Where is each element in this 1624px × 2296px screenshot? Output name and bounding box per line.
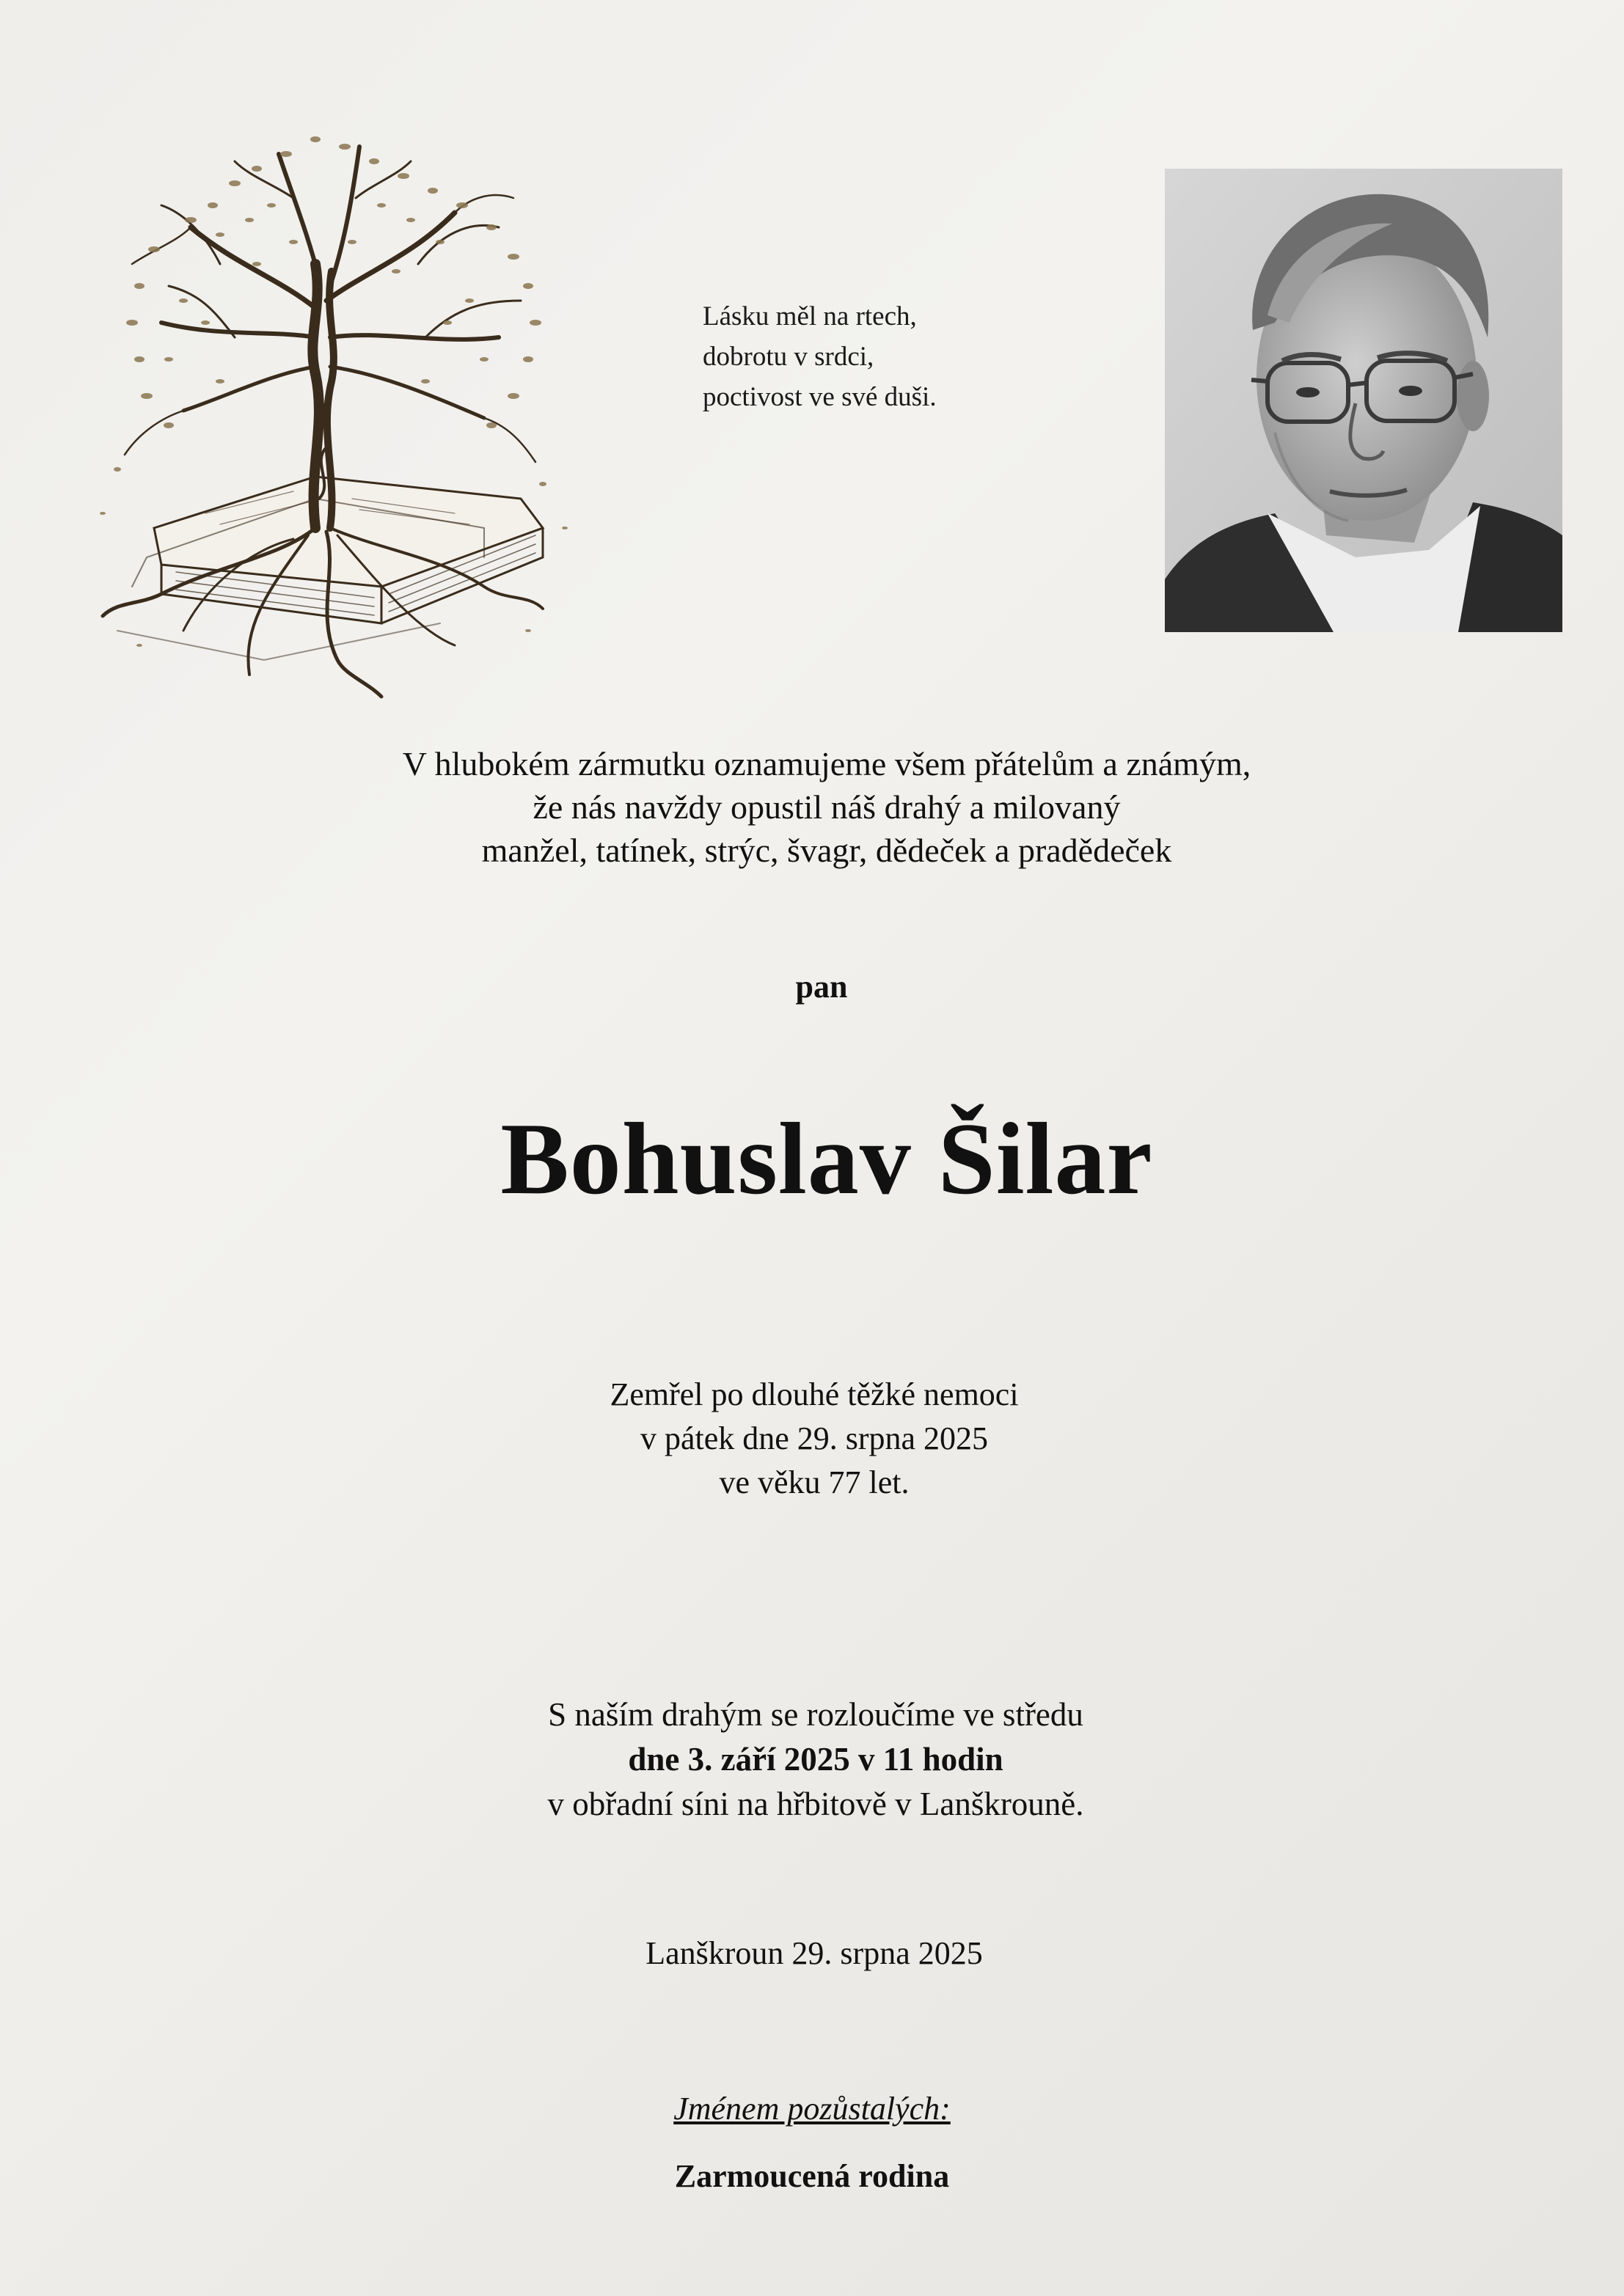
funeral-details (0, 1692, 1624, 1827)
funeral-date-time: dne 3. září 2025 v 11 hodin (628, 1741, 1003, 1778)
funeral-line-3: v obřadní síni na hřbitově v Lanškrouně. (547, 1786, 1084, 1822)
deceased-name: Bohuslav Šilar (500, 1102, 1153, 1216)
death-line-2: v pátek dne 29. srpna 2025 (640, 1420, 989, 1456)
funeral-line-1: S naším drahým se rozloučíme ve středu (548, 1696, 1083, 1733)
motto-verse (703, 296, 1069, 417)
death-line-3: ve věku 77 let. (719, 1464, 910, 1500)
signature: Zarmoucená rodina (674, 2158, 950, 2194)
death-line-1: Zemřel po dlouhé těžké nemoci (610, 1376, 1019, 1412)
announcement-text (0, 742, 1624, 872)
salutation: pan (795, 969, 848, 1005)
place-and-date: Lanškroun 29. srpna 2025 (645, 1935, 983, 1971)
on-behalf-label: Jménem pozůstalých: (673, 2091, 951, 2127)
motto-line-1: Lásku měl na rtech, (703, 301, 917, 331)
motto-line-3: poctivost ve své duši. (703, 382, 937, 412)
announcement-line-1: V hlubokém zármutku oznamujeme všem přátelům a známým, (402, 745, 1251, 782)
motto-line-2: dobrotu v srdci, (703, 342, 874, 372)
tree-on-books-illustration (73, 117, 594, 704)
portrait-photo (1165, 169, 1562, 632)
announcement-line-2: že nás navždy opustil náš drahý a milovaný (533, 788, 1121, 826)
announcement-line-3: manžel, tatínek, strýc, švagr, dědeček a pradědeček (481, 832, 1172, 869)
death-details (0, 1373, 1624, 1505)
